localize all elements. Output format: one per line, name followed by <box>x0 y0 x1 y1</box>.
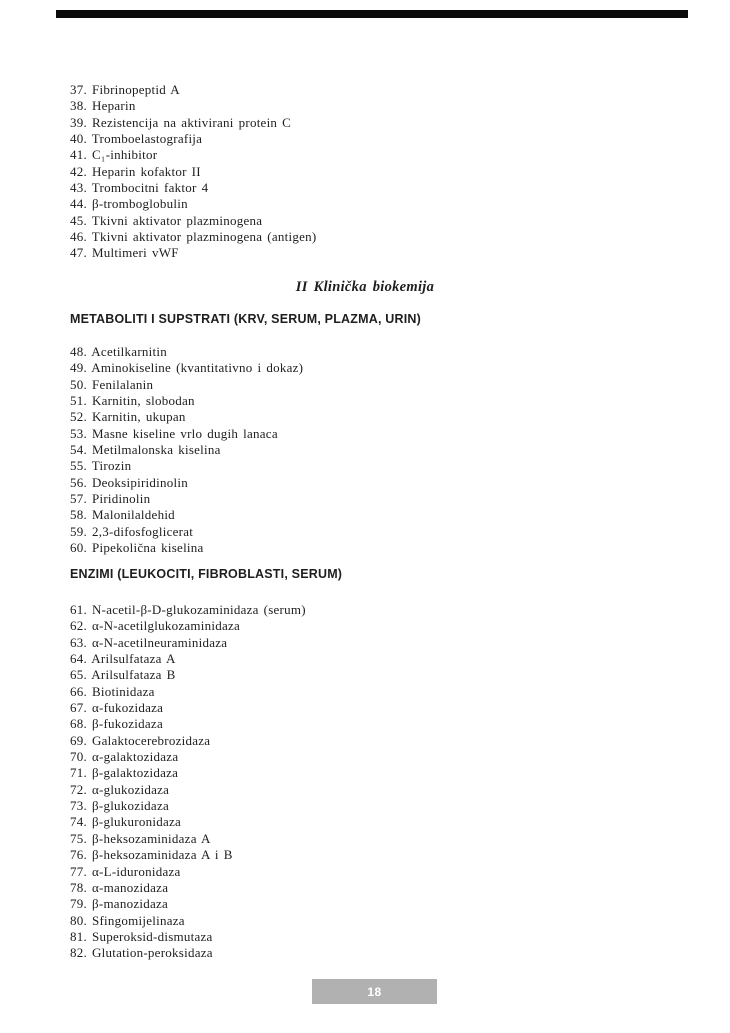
list-item: 47. Multimeri vWF <box>70 245 179 261</box>
list-item: 71. β-galaktozidaza <box>70 765 179 781</box>
list-item: 37. Fibrinopeptid A <box>70 82 180 97</box>
list-item: 70. α-galaktozidaza <box>70 749 179 765</box>
list-item: 76. β-heksozaminidaza A i B <box>70 847 233 863</box>
list-item: 60. Pipekolična kiselina <box>70 540 204 556</box>
list-item: 41. C₁-inhibitor <box>70 147 158 163</box>
list-item: 45. Tkivni aktivator plazminogena <box>70 212 263 228</box>
list-item: 40. Tromboelastografija <box>70 131 203 147</box>
list-metaboliti <box>70 344 303 556</box>
list-item: 46. Tkivni aktivator plazminogena (antigen) <box>70 229 317 245</box>
list-item: 53. Masne kiseline vrlo dugih lanaca <box>70 425 278 441</box>
list-item: 39. Rezistencija na aktivirani protein C <box>70 114 292 130</box>
list-item: 56. Deoksipiridinolin <box>70 474 188 490</box>
footer-page-badge <box>312 979 437 1004</box>
list-hemostasis-tests <box>70 82 316 262</box>
list-item: 51. Karnitin, slobodan <box>70 393 195 409</box>
list-item: 67. α-fukozidaza <box>70 700 164 716</box>
list-item: 43. Trombocitni faktor 4 <box>70 180 209 196</box>
part-title: II Klinička biokemija <box>295 279 435 295</box>
list-item: 81. Superoksid-dismutaza <box>70 928 213 944</box>
page-number: 18 <box>367 984 382 999</box>
list-enzimi <box>70 602 306 962</box>
list-item: 58. Malonilaldehid <box>70 507 175 523</box>
list-item: 77. α-L-iduronidaza <box>70 863 181 879</box>
header-rule <box>56 10 688 18</box>
list-item: 62. α-N-acetilglukozaminidaza <box>70 618 241 634</box>
section-heading-enzimi: ENZIMI (LEUKOCITI, FIBROBLASTI, SERUM) <box>70 567 343 581</box>
list-item: 52. Karnitin, ukupan <box>70 409 186 425</box>
list-item: 64. Arilsulfataza A <box>70 651 176 667</box>
list-item: 65. Arilsulfataza B <box>70 667 176 683</box>
list-item: 61. N-acetil-β-D-glukozaminidaza (serum) <box>70 602 306 617</box>
list-item: 79. β-manozidaza <box>70 896 169 912</box>
list-item: 69. Galaktocerebrozidaza <box>70 732 211 748</box>
list-item: 63. α-N-acetilneuraminidaza <box>70 634 228 650</box>
list-item: 54. Metilmalonska kiselina <box>70 442 221 458</box>
list-item: 68. β-fukozidaza <box>70 716 163 732</box>
list-item: 75. β-heksozaminidaza A <box>70 830 211 846</box>
list-item: 50. Fenilalanin <box>70 376 154 392</box>
list-item: 74. β-glukuronidaza <box>70 814 182 830</box>
list-item: 66. Biotinidaza <box>70 683 155 699</box>
list-item: 57. Piridinolin <box>70 491 151 507</box>
list-item: 44. β-tromboglobulin <box>70 196 188 212</box>
list-item: 78. α-manozidaza <box>70 879 169 895</box>
list-item: 80. Sfingomijelinaza <box>70 912 185 928</box>
list-item: 49. Aminokiseline (kvantitativno i dokaz) <box>70 360 304 376</box>
list-item: 42. Heparin kofaktor II <box>70 163 201 179</box>
list-item: 55. Tirozin <box>70 458 132 474</box>
list-item: 38. Heparin <box>70 98 136 114</box>
list-item: 73. β-glukozidaza <box>70 798 169 814</box>
list-item: 59. 2,3-difosfoglicerat <box>70 523 194 539</box>
list-item: 48. Acetilkarnitin <box>70 344 167 359</box>
list-item: 72. α-glukozidaza <box>70 781 170 797</box>
section-heading-metaboliti: METABOLITI I SUPSTRATI (KRV, SERUM, PLAZMA, URIN) <box>70 312 422 326</box>
list-item: 82. Glutation-peroksidaza <box>70 945 213 961</box>
